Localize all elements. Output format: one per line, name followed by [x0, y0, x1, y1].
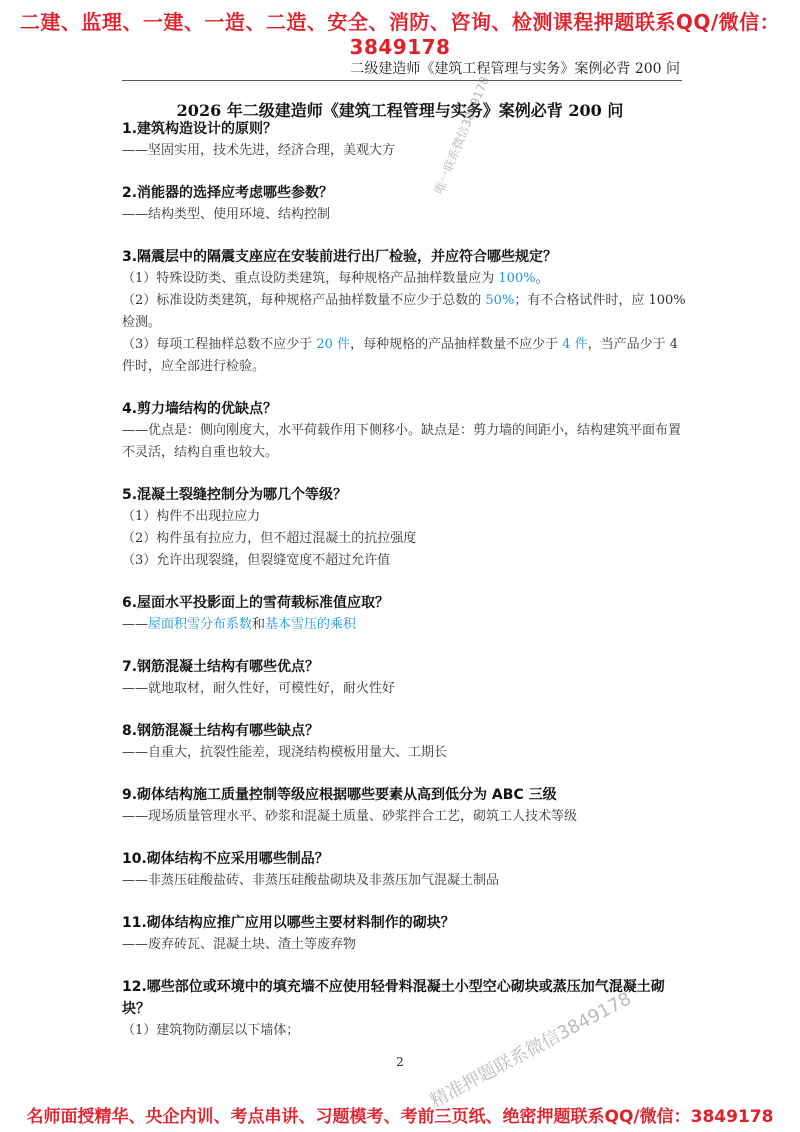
answer-text: （2）标准设防类建筑，每种规格产品抽样数量不应少于总数的	[122, 293, 486, 308]
page-title: 2026 年二级建造师《建筑工程管理与实务》案例必背 200 问	[176, 101, 624, 120]
qa-item-7	[122, 656, 687, 700]
answer-line: （3）允许出现裂缝，但裂缝宽度不超过允许值	[122, 553, 391, 568]
question: 5.混凝土裂缝控制分为哪几个等级？	[122, 487, 348, 503]
highlight-text: 50%	[485, 293, 515, 308]
qa-item-2	[122, 182, 687, 226]
question: 2.消能器的选择应考虑哪些参数？	[122, 185, 334, 201]
question: 4.剪力墙结构的优缺点？	[122, 401, 278, 417]
qa-item-4	[122, 398, 687, 464]
answer-line: ——优点是：侧向刚度大，水平荷载作用下侧移小。缺点是：剪力墙的间距小，结构建筑平面布置不灵活，结构自重也较大。	[122, 423, 682, 460]
question: 3.隔震层中的隔震支座应在安装前进行出厂检验，并应符合哪些规定？	[122, 249, 558, 265]
answer-text: 。	[535, 271, 549, 286]
qa-item-8	[122, 720, 687, 764]
answer-line	[122, 334, 687, 378]
answer-line: （1）建筑物防潮层以下墙体；	[122, 1023, 300, 1038]
page-number: 2	[396, 1055, 404, 1069]
top-banner: 二建、监理、一建、一造、二造、安全、消防、咨询、检测课程押题联系QQ/微信：3849178	[19, 10, 781, 59]
answer-text: 和	[252, 617, 266, 632]
bottom-banner: 名师面授精华、央企内训、考点串讲、习题模考、考前三页纸、绝密押题联系QQ/微信：3849178	[26, 1107, 774, 1127]
answer-line: ——结构类型、使用环境、结构控制	[122, 207, 331, 222]
qa-item-11	[122, 912, 687, 956]
highlight-text: 基本雪压的乘积	[265, 617, 357, 632]
answer-line	[122, 614, 687, 636]
highlight-text: 20 件	[316, 337, 351, 352]
answer-text: ——	[122, 617, 148, 632]
running-header: 二级建造师《建筑工程管理与实务》案例必背 200 问	[350, 61, 680, 77]
qa-list	[122, 118, 687, 1062]
answer-line	[122, 268, 687, 290]
question: 7.钢筋混凝土结构有哪些优点？	[122, 659, 320, 675]
answer-line: ——废弃砖瓦、混凝土块、渣土等废弃物	[122, 937, 357, 952]
answer-line: ——自重大，抗裂性能差，现浇结构模板用量大、工期长	[122, 745, 448, 760]
highlight-text: 4 件	[562, 337, 588, 352]
answer-line: ——现场质量管理水平、砂浆和混凝土质量、砂浆拌合工艺，砌筑工人技术等级	[122, 809, 578, 824]
highlight-text: 屋面积雪分布系数	[148, 617, 253, 632]
qa-item-1	[122, 118, 687, 162]
highlight-text: 100%	[498, 271, 536, 286]
answer-line	[122, 290, 687, 334]
answer-line: ——非蒸压硅酸盐砖、非蒸压硅酸盐砌块及非蒸压加气混凝土制品	[122, 873, 500, 888]
header-divider	[122, 80, 682, 81]
answer-text: （1）特殊设防类、重点设防类建筑，每种规格产品抽样数量应为	[122, 271, 499, 286]
answer-text: ，当产品少于 4 件时，应全部进行检验。	[122, 337, 679, 374]
qa-item-6	[122, 592, 687, 636]
question: 1.建筑构造设计的原则？	[122, 121, 278, 137]
watermark-text: 精准押题联系微信3849178	[426, 988, 635, 1113]
answer-line: ——坚固实用，技术先进，经济合理，美观大方	[122, 143, 396, 158]
answer-text: （3）每项工程抽样总数不应少于	[122, 337, 317, 352]
answer-line: （2）构件虽有拉应力，但不超过混凝土的抗拉强度	[122, 531, 417, 546]
watermark-text: 唯一联系微信3849178	[431, 74, 492, 196]
question: 9.砌体结构施工质量控制等级应根据哪些要素从高到低分为 ABC 三级	[122, 787, 557, 803]
qa-item-9	[122, 784, 687, 828]
qa-item-5	[122, 484, 687, 572]
answer-line: （1）构件不出现拉应力	[122, 509, 261, 524]
qa-item-10	[122, 848, 687, 892]
answer-text: ，每种规格的产品抽样数量不应少于	[350, 337, 563, 352]
question: 8.钢筋混凝土结构有哪些缺点？	[122, 723, 320, 739]
qa-item-3	[122, 246, 687, 378]
question: 11.砌体结构应推广应用以哪些主要材料制作的砌块？	[122, 915, 455, 931]
answer-line: ——就地取材，耐久性好，可模性好，耐火性好	[122, 681, 396, 696]
question: 6.屋面水平投影面上的雪荷载标准值应取？	[122, 595, 390, 611]
question: 12.哪些部位或环境中的填充墙不应使用轻骨料混凝土小型空心砌块或蒸压加气混凝土砌块？	[122, 979, 665, 1017]
question: 10.砌体结构不应采用哪些制品？	[122, 851, 329, 867]
answer-text: ；有不合格试件时，应 100%检测。	[122, 293, 686, 330]
